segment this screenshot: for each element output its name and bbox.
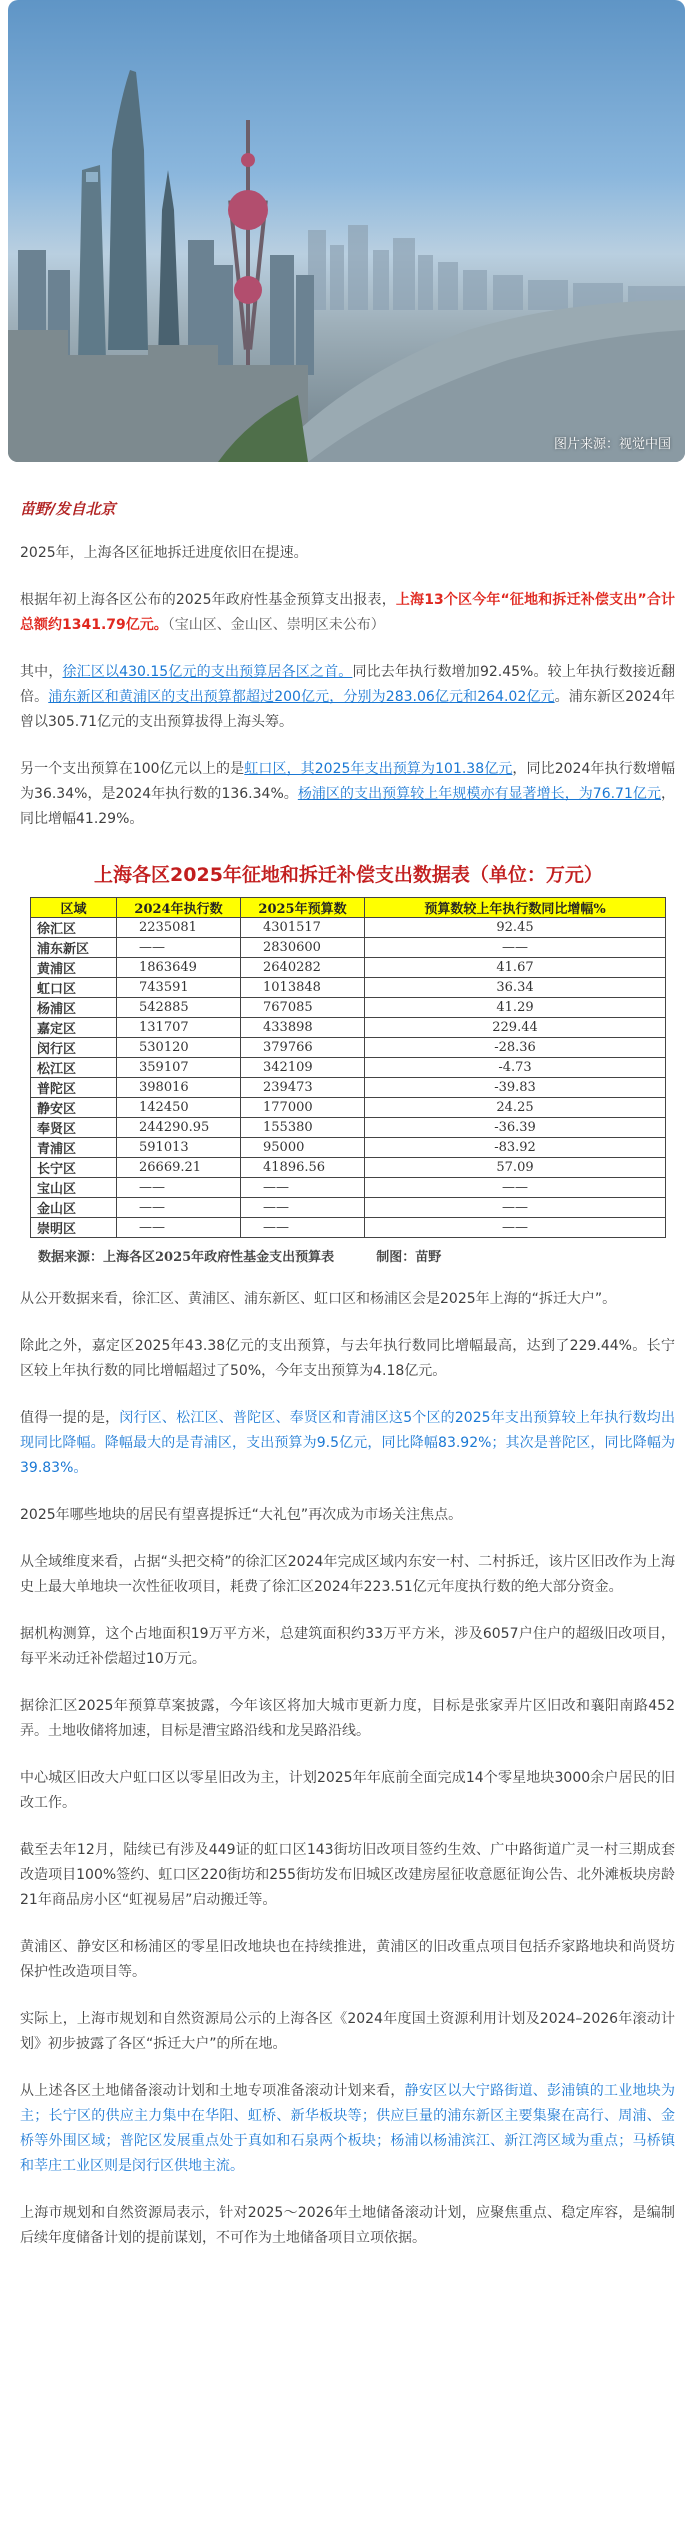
text: 另一个支出预算在100亿元以上的是 [20, 761, 245, 777]
table-cell: 杨浦区 [31, 998, 117, 1018]
table-cell: 黄浦区 [31, 958, 117, 978]
paragraph [20, 2201, 675, 2251]
header-cell: 区域 [31, 898, 117, 918]
text: 除此之外，嘉定区2025年43.38亿元的支出预算，与去年执行数同比增幅最高，达到了229.44%。长宁区较上年执行数的同比增幅超过了50%，今年支出预算为4.18亿元。 [20, 1338, 675, 1379]
table-cell: 徐汇区 [31, 918, 117, 938]
table-cell: —— [241, 1198, 365, 1218]
text: 2025年哪些地块的居民有望喜提拆迁“大礼包”再次成为市场关注焦点。 [20, 1507, 463, 1523]
table-cell: 普陀区 [31, 1078, 117, 1098]
table-cell: 41.29 [365, 998, 666, 1018]
paragraph [20, 2079, 675, 2179]
table-cell: 1013848 [241, 978, 365, 998]
text: 其中， [20, 664, 63, 680]
table-row [31, 1038, 666, 1058]
text: 黄浦区、静安区和杨浦区的零星旧改地块也在持续推进，黄浦区的旧改重点项目包括乔家路地块和尚贤坊保护性改造项目等。 [20, 1939, 675, 1980]
table-row [31, 1218, 666, 1238]
table-cell: —— [365, 1218, 666, 1238]
table-header-row [31, 898, 666, 918]
table-cell: -83.92 [365, 1138, 666, 1158]
table-cell: 长宁区 [31, 1158, 117, 1178]
table-cell: 95000 [241, 1138, 365, 1158]
header-cell: 预算数较上年执行数同比增幅% [365, 898, 666, 918]
highlight-text: 静安区以大宁路街道、彭浦镇的工业地块为主；长宁区的供应主力集中在华阳、虹桥、新华板块等；供应巨量的浦东新区主要集聚在高行、周浦、金桥等外围区域；普陀区发展重点处于真如和石泉两个板块；杨浦以杨浦滨江、新江湾区域为重点；马桥镇和莘庄工业区则是闵行区供地主流。 [20, 2083, 676, 2174]
table-cell: -36.39 [365, 1118, 666, 1138]
highlight-text: 徐汇区以430.15亿元的支出预算居各区之首。 [62, 664, 353, 680]
text: 同比去年执行数增加92.45%。较上年执行数接近翻倍。 [20, 664, 675, 705]
table-row [31, 1138, 666, 1158]
table-row [31, 958, 666, 978]
text: （宝山区、金山区、崇明区未公布） [167, 617, 385, 633]
highlight-text: 杨浦区的支出预算较上年规模亦有显著增长，为76.71亿元 [297, 786, 661, 802]
table-cell: 2830600 [241, 938, 365, 958]
table-cell: 433898 [241, 1018, 365, 1038]
hero-image [8, 0, 685, 462]
table-cell: —— [117, 1198, 241, 1218]
text: 从上述各区土地储备滚动计划和土地专项准备滚动计划来看， [20, 2083, 405, 2099]
table-cell: -39.83 [365, 1078, 666, 1098]
table-cell: 26669.21 [117, 1158, 241, 1178]
table-cell: 2640282 [241, 958, 365, 978]
paragraph [20, 1503, 675, 1528]
table-row [31, 1198, 666, 1218]
highlight-text: 上海13个区今年“征地和拆迁补偿支出”合计总额约1341.79亿元。 [20, 592, 675, 633]
table-cell: —— [365, 1198, 666, 1218]
paragraph [20, 1935, 675, 1985]
table-cell: 398016 [117, 1078, 241, 1098]
table-cell: 36.34 [365, 978, 666, 998]
table-cell: —— [365, 938, 666, 958]
table-cell: 浦东新区 [31, 938, 117, 958]
table-cell: 92.45 [365, 918, 666, 938]
table-cell: —— [117, 1178, 241, 1198]
table-row [31, 1158, 666, 1178]
text: 。浦东新区2024年曾以305.71亿元的支出预算拔得上海头筹。 [20, 689, 675, 730]
paragraph [20, 1550, 675, 1600]
table-cell: 342109 [241, 1058, 365, 1078]
header-cell: 2025年预算数 [241, 898, 365, 918]
table-cell: 宝山区 [31, 1178, 117, 1198]
table-cell: 767085 [241, 998, 365, 1018]
table-cell: —— [365, 1178, 666, 1198]
text: 根据年初上海各区公布的2025年政府性基金预算支出报表， [20, 592, 396, 608]
table-row [31, 918, 666, 938]
table-cell: 177000 [241, 1098, 365, 1118]
table-cell: 244290.95 [117, 1118, 241, 1138]
table-title: 上海各区2025年征地和拆迁补偿支出数据表（单位：万元） [94, 864, 603, 886]
text: 从全域维度来看，占据“头把交椅”的徐汇区2024年完成区域内东安一村、二村拆迁，该片区旧改作为上海史上最大单地块一次性征收项目，耗费了徐汇区2024年223.51亿元年度执行数的绝大部分资金。 [20, 1554, 675, 1595]
table-cell: 1863649 [117, 958, 241, 978]
table-cell: 530120 [117, 1038, 241, 1058]
table-cell: 静安区 [31, 1098, 117, 1118]
text: ，同比2024年执行数增幅为36.34%，是2024年执行数的136.34%。 [20, 761, 675, 802]
data-table-figure [20, 854, 677, 1265]
table-cell: 虹口区 [31, 978, 117, 998]
text: ，同比增幅41.29%。 [20, 786, 675, 827]
paragraph [20, 1622, 675, 1672]
author-byline: 苗野/发自北京 [20, 500, 116, 518]
table-cell: 131707 [117, 1018, 241, 1038]
table-cell: 359107 [117, 1058, 241, 1078]
paragraph [20, 1838, 675, 1913]
table-cell: 142450 [117, 1098, 241, 1118]
table-cell: 4301517 [241, 918, 365, 938]
paragraph [20, 660, 675, 735]
table-row [31, 1078, 666, 1098]
table-row [31, 1018, 666, 1038]
table-row [31, 998, 666, 1018]
highlight-text: 浦东新区和黄浦区的支出预算都超过200亿元，分别为283.06亿元和264.02亿元 [48, 689, 555, 705]
text: 据徐汇区2025年预算草案披露，今年该区将加大城市更新力度，目标是张家弄片区旧改和襄阳南路452弄。土地收储将加速，目标是漕宝路沿线和龙吴路沿线。 [20, 1698, 675, 1739]
table-cell: 591013 [117, 1138, 241, 1158]
paragraph [20, 2007, 675, 2057]
table-cell: -4.73 [365, 1058, 666, 1078]
text: 2025年，上海各区征地拆迁进度依旧在提速。 [20, 545, 308, 561]
header-cell: 2024年执行数 [117, 898, 241, 918]
table-cell: —— [117, 1218, 241, 1238]
highlight-text: 虹口区，其2025年支出预算为101.38亿元 [244, 761, 513, 777]
image-credit: 图片来源：视觉中国 [553, 437, 671, 452]
table-cell: 2235081 [117, 918, 241, 938]
table-cell: 闵行区 [31, 1038, 117, 1058]
table-source: 数据来源：上海各区2025年政府性基金支出预算表 [38, 1250, 335, 1265]
compensation-table [30, 897, 666, 1238]
table-cell: 嘉定区 [31, 1018, 117, 1038]
text: 截至去年12月，陆续已有涉及449证的虹口区143街坊旧改项目签约生效、广中路街道广灵一村三期成套改造项目100%签约、虹口区220街坊和255街坊发布旧城区改建房屋征收意愿征询公告、北外滩板块房龄21年商品房小区“虹视易居”启动搬迁等。 [20, 1842, 675, 1908]
table-cell: 41896.56 [241, 1158, 365, 1178]
text: 中心城区旧改大户虹口区以零星旧改为主，计划2025年年底前全面完成14个零星地块3000余户居民的旧改工作。 [20, 1770, 675, 1811]
table-maker: 制图：苗野 [376, 1250, 442, 1265]
text: 上海市规划和自然资源局表示，针对2025～2026年土地储备滚动计划，应聚焦重点、稳定库容，是编制后续年度储备计划的提前谋划，不可作为土地储备项目立项依据。 [20, 2205, 675, 2246]
table-cell: 奉贤区 [31, 1118, 117, 1138]
paragraph [20, 588, 675, 638]
article-body [0, 498, 693, 2269]
table-cell: 24.25 [365, 1098, 666, 1118]
table-cell: 崇明区 [31, 1218, 117, 1238]
table-row [31, 1118, 666, 1138]
paragraph [20, 1334, 675, 1384]
table-row [31, 978, 666, 998]
table-cell: 金山区 [31, 1198, 117, 1218]
text: 值得一提的是， [20, 1410, 120, 1426]
table-cell: 379766 [241, 1038, 365, 1058]
text: 从公开数据来看，徐汇区、黄浦区、浦东新区、虹口区和杨浦区会是2025年上海的“拆迁大户”。 [20, 1291, 617, 1307]
table-cell: 松江区 [31, 1058, 117, 1078]
table-cell: 542885 [117, 998, 241, 1018]
paragraph [20, 1694, 675, 1744]
paragraph [20, 541, 675, 566]
table-cell: —— [117, 938, 241, 958]
table-cell: —— [241, 1178, 365, 1198]
table-row [31, 938, 666, 958]
paragraph [20, 1766, 675, 1816]
table-cell: 239473 [241, 1078, 365, 1098]
shanghai-skyline-illustration [8, 0, 685, 462]
table-row [31, 1178, 666, 1198]
text: 据机构测算，这个占地面积19万平方米，总建筑面积约33万平方米，涉及6057户住户的超级旧改项目，每平米动迁补偿超过10万元。 [20, 1626, 675, 1667]
table-cell: -28.36 [365, 1038, 666, 1058]
table-cell: 41.67 [365, 958, 666, 978]
table-cell: 229.44 [365, 1018, 666, 1038]
table-cell: 743591 [117, 978, 241, 998]
table-row [31, 1098, 666, 1118]
highlight-text: 闵行区、松江区、普陀区、奉贤区和青浦区这5个区的2025年支出预算较上年执行数均出现同比降幅。降幅最大的是青浦区，支出预算为9.5亿元，同比降幅83.92%；其次是普陀区，同比降幅为39.83%。 [20, 1410, 676, 1476]
paragraph [20, 1287, 675, 1312]
table-cell: 57.09 [365, 1158, 666, 1178]
paragraph [20, 757, 675, 832]
table-row [31, 1058, 666, 1078]
table-footer [20, 1238, 677, 1265]
table-cell: 青浦区 [31, 1138, 117, 1158]
table-cell: 155380 [241, 1118, 365, 1138]
table-body [31, 918, 666, 1238]
text: 实际上，上海市规划和自然资源局公示的上海各区《2024年度国土资源利用计划及2024–2026年滚动计划》初步披露了各区“拆迁大户”的所在地。 [20, 2011, 675, 2052]
table-cell: —— [241, 1218, 365, 1238]
paragraph [20, 1406, 675, 1481]
